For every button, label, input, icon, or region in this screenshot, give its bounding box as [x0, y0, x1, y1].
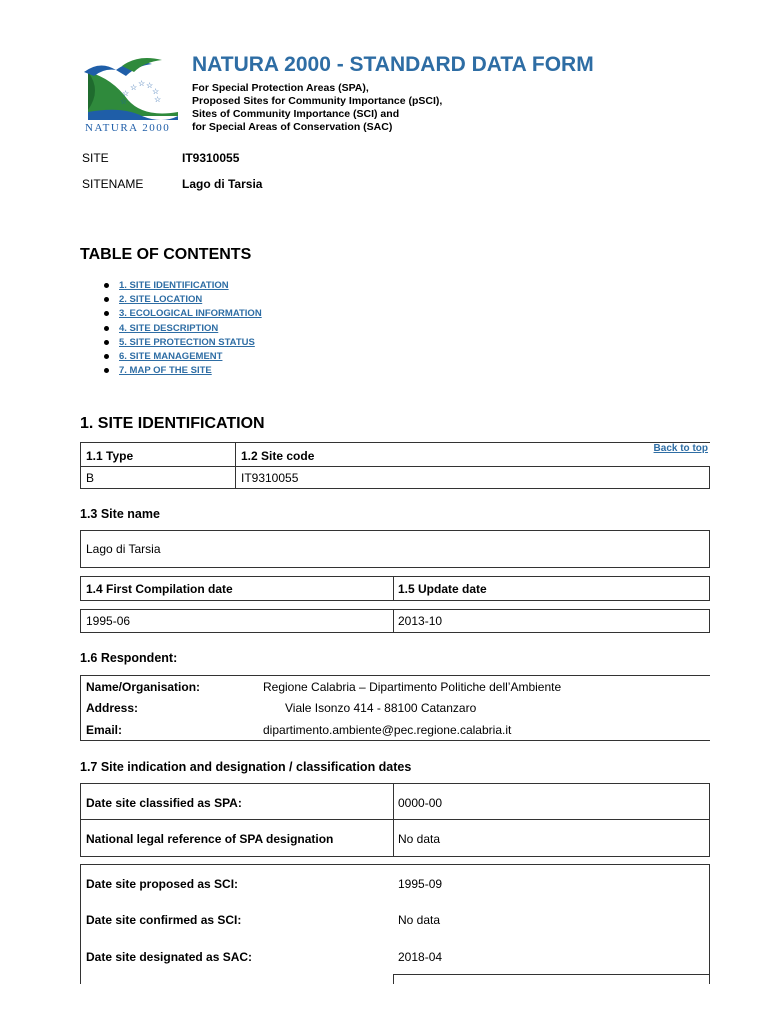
table-divider — [393, 974, 710, 975]
toc-item — [104, 307, 262, 321]
designation-header: 1.7 Site indication and designation / classification dates — [80, 760, 412, 774]
sci-confirmed-value: No data — [398, 913, 441, 927]
spa-legal-ref-label: National legal reference of SPA designation — [86, 832, 334, 846]
code-value: IT9310055 — [241, 471, 299, 485]
svg-text:☆: ☆ — [146, 81, 154, 90]
svg-text:☆: ☆ — [154, 95, 162, 104]
spa-legal-ref-value: No data — [398, 832, 441, 846]
site-name-value: Lago di Tarsia — [86, 542, 161, 556]
svg-text:☆: ☆ — [120, 97, 128, 106]
table-border — [80, 675, 81, 741]
respondent-header: 1.6 Respondent: — [80, 651, 178, 665]
toc-link-map-of-the-site[interactable]: 7. MAP OF THE SITE — [119, 365, 212, 377]
toc-link-site-description[interactable]: 4. SITE DESCRIPTION — [119, 322, 219, 334]
site-label: SITE — [82, 151, 109, 165]
section-heading-site-identification: 1. SITE IDENTIFICATION — [80, 415, 265, 432]
toc-item — [104, 322, 262, 336]
table-border — [80, 740, 710, 741]
sci-confirmed-label: Date site confirmed as SCI: — [86, 913, 242, 927]
table-border — [80, 864, 710, 865]
toc-link-site-protection-status[interactable]: 5. SITE PROTECTION STATUS — [119, 336, 255, 348]
toc-item — [104, 293, 262, 307]
update-date-header: 1.5 Update date — [398, 582, 487, 596]
sac-designated-value: 2018-04 — [398, 950, 443, 964]
svg-text:NATURA 2000: NATURA 2000 — [85, 122, 171, 134]
site-value: IT9310055 — [182, 151, 240, 165]
first-compilation-header: 1.4 First Compilation date — [86, 582, 233, 596]
table-divider — [393, 576, 394, 601]
sac-designated-label: Date site designated as SAC: — [86, 950, 253, 964]
svg-text:☆: ☆ — [130, 83, 138, 92]
table-divider — [80, 819, 710, 820]
svg-text:☆: ☆ — [122, 89, 130, 98]
subtitle-line: for Special Areas of Conservation (SAC) — [192, 121, 393, 133]
type-header: 1.1 Type — [86, 449, 134, 463]
natura2000-logo — [82, 50, 182, 134]
table-border — [80, 675, 710, 676]
toc-link-site-management[interactable]: 6. SITE MANAGEMENT — [119, 350, 223, 362]
site-name-header: 1.3 Site name — [80, 507, 160, 521]
page-subtitle — [192, 82, 442, 134]
back-to-top-link[interactable]: Back to top — [653, 443, 708, 454]
page-title: NATURA 2000 - STANDARD DATA FORM — [192, 53, 594, 76]
respondent-email-value: dipartimento.ambiente@pec.regione.calabria.it — [263, 723, 512, 737]
type-value: B — [86, 471, 95, 485]
svg-text:☆: ☆ — [152, 87, 160, 96]
toc-item — [104, 336, 262, 350]
site-name-box — [80, 530, 710, 568]
toc-link-site-location[interactable]: 2. SITE LOCATION — [119, 294, 203, 306]
dates-value-box — [80, 609, 710, 633]
toc-item — [104, 350, 262, 364]
spa-date-label: Date site classified as SPA: — [86, 796, 242, 810]
subtitle-line: For Special Protection Areas (SPA), — [192, 82, 369, 94]
table-border — [709, 466, 710, 489]
subtitle-line: Proposed Sites for Community Importance (pSCI), — [192, 95, 443, 107]
subtitle-line: Sites of Community Importance (SCI) and — [192, 108, 400, 120]
table-border — [80, 864, 81, 984]
respondent-address-label: Address: — [86, 701, 139, 715]
table-border — [709, 864, 710, 984]
respondent-name-label: Name/Organisation: — [86, 680, 201, 694]
toc-heading: TABLE OF CONTENTS — [80, 246, 252, 263]
update-date-value: 2013-10 — [398, 614, 443, 628]
sci-proposed-value: 1995-09 — [398, 877, 443, 891]
svg-text:☆: ☆ — [138, 79, 146, 88]
toc-list — [104, 279, 262, 378]
respondent-address-value: Viale Isonzo 414 - 88100 Catanzaro — [285, 701, 477, 715]
table-divider — [393, 974, 394, 984]
code-header: 1.2 Site code — [241, 449, 315, 463]
table-divider — [393, 783, 394, 857]
table-divider — [393, 609, 394, 633]
toc-item — [104, 364, 262, 378]
toc-item — [104, 279, 262, 293]
toc-link-site-identification[interactable]: 1. SITE IDENTIFICATION — [119, 280, 229, 291]
respondent-name-value: Regione Calabria – Dipartimento Politiche dell’Ambiente — [263, 680, 562, 694]
spa-date-value: 0000-00 — [398, 796, 443, 810]
sitename-label: SITENAME — [82, 177, 144, 191]
sitename-value: Lago di Tarsia — [182, 177, 263, 191]
respondent-email-label: Email: — [86, 723, 123, 737]
toc-link-ecological-information[interactable]: 3. ECOLOGICAL INFORMATION — [119, 308, 262, 320]
table-divider — [80, 466, 710, 467]
sci-proposed-label: Date site proposed as SCI: — [86, 877, 239, 891]
first-compilation-value: 1995-06 — [86, 614, 131, 628]
